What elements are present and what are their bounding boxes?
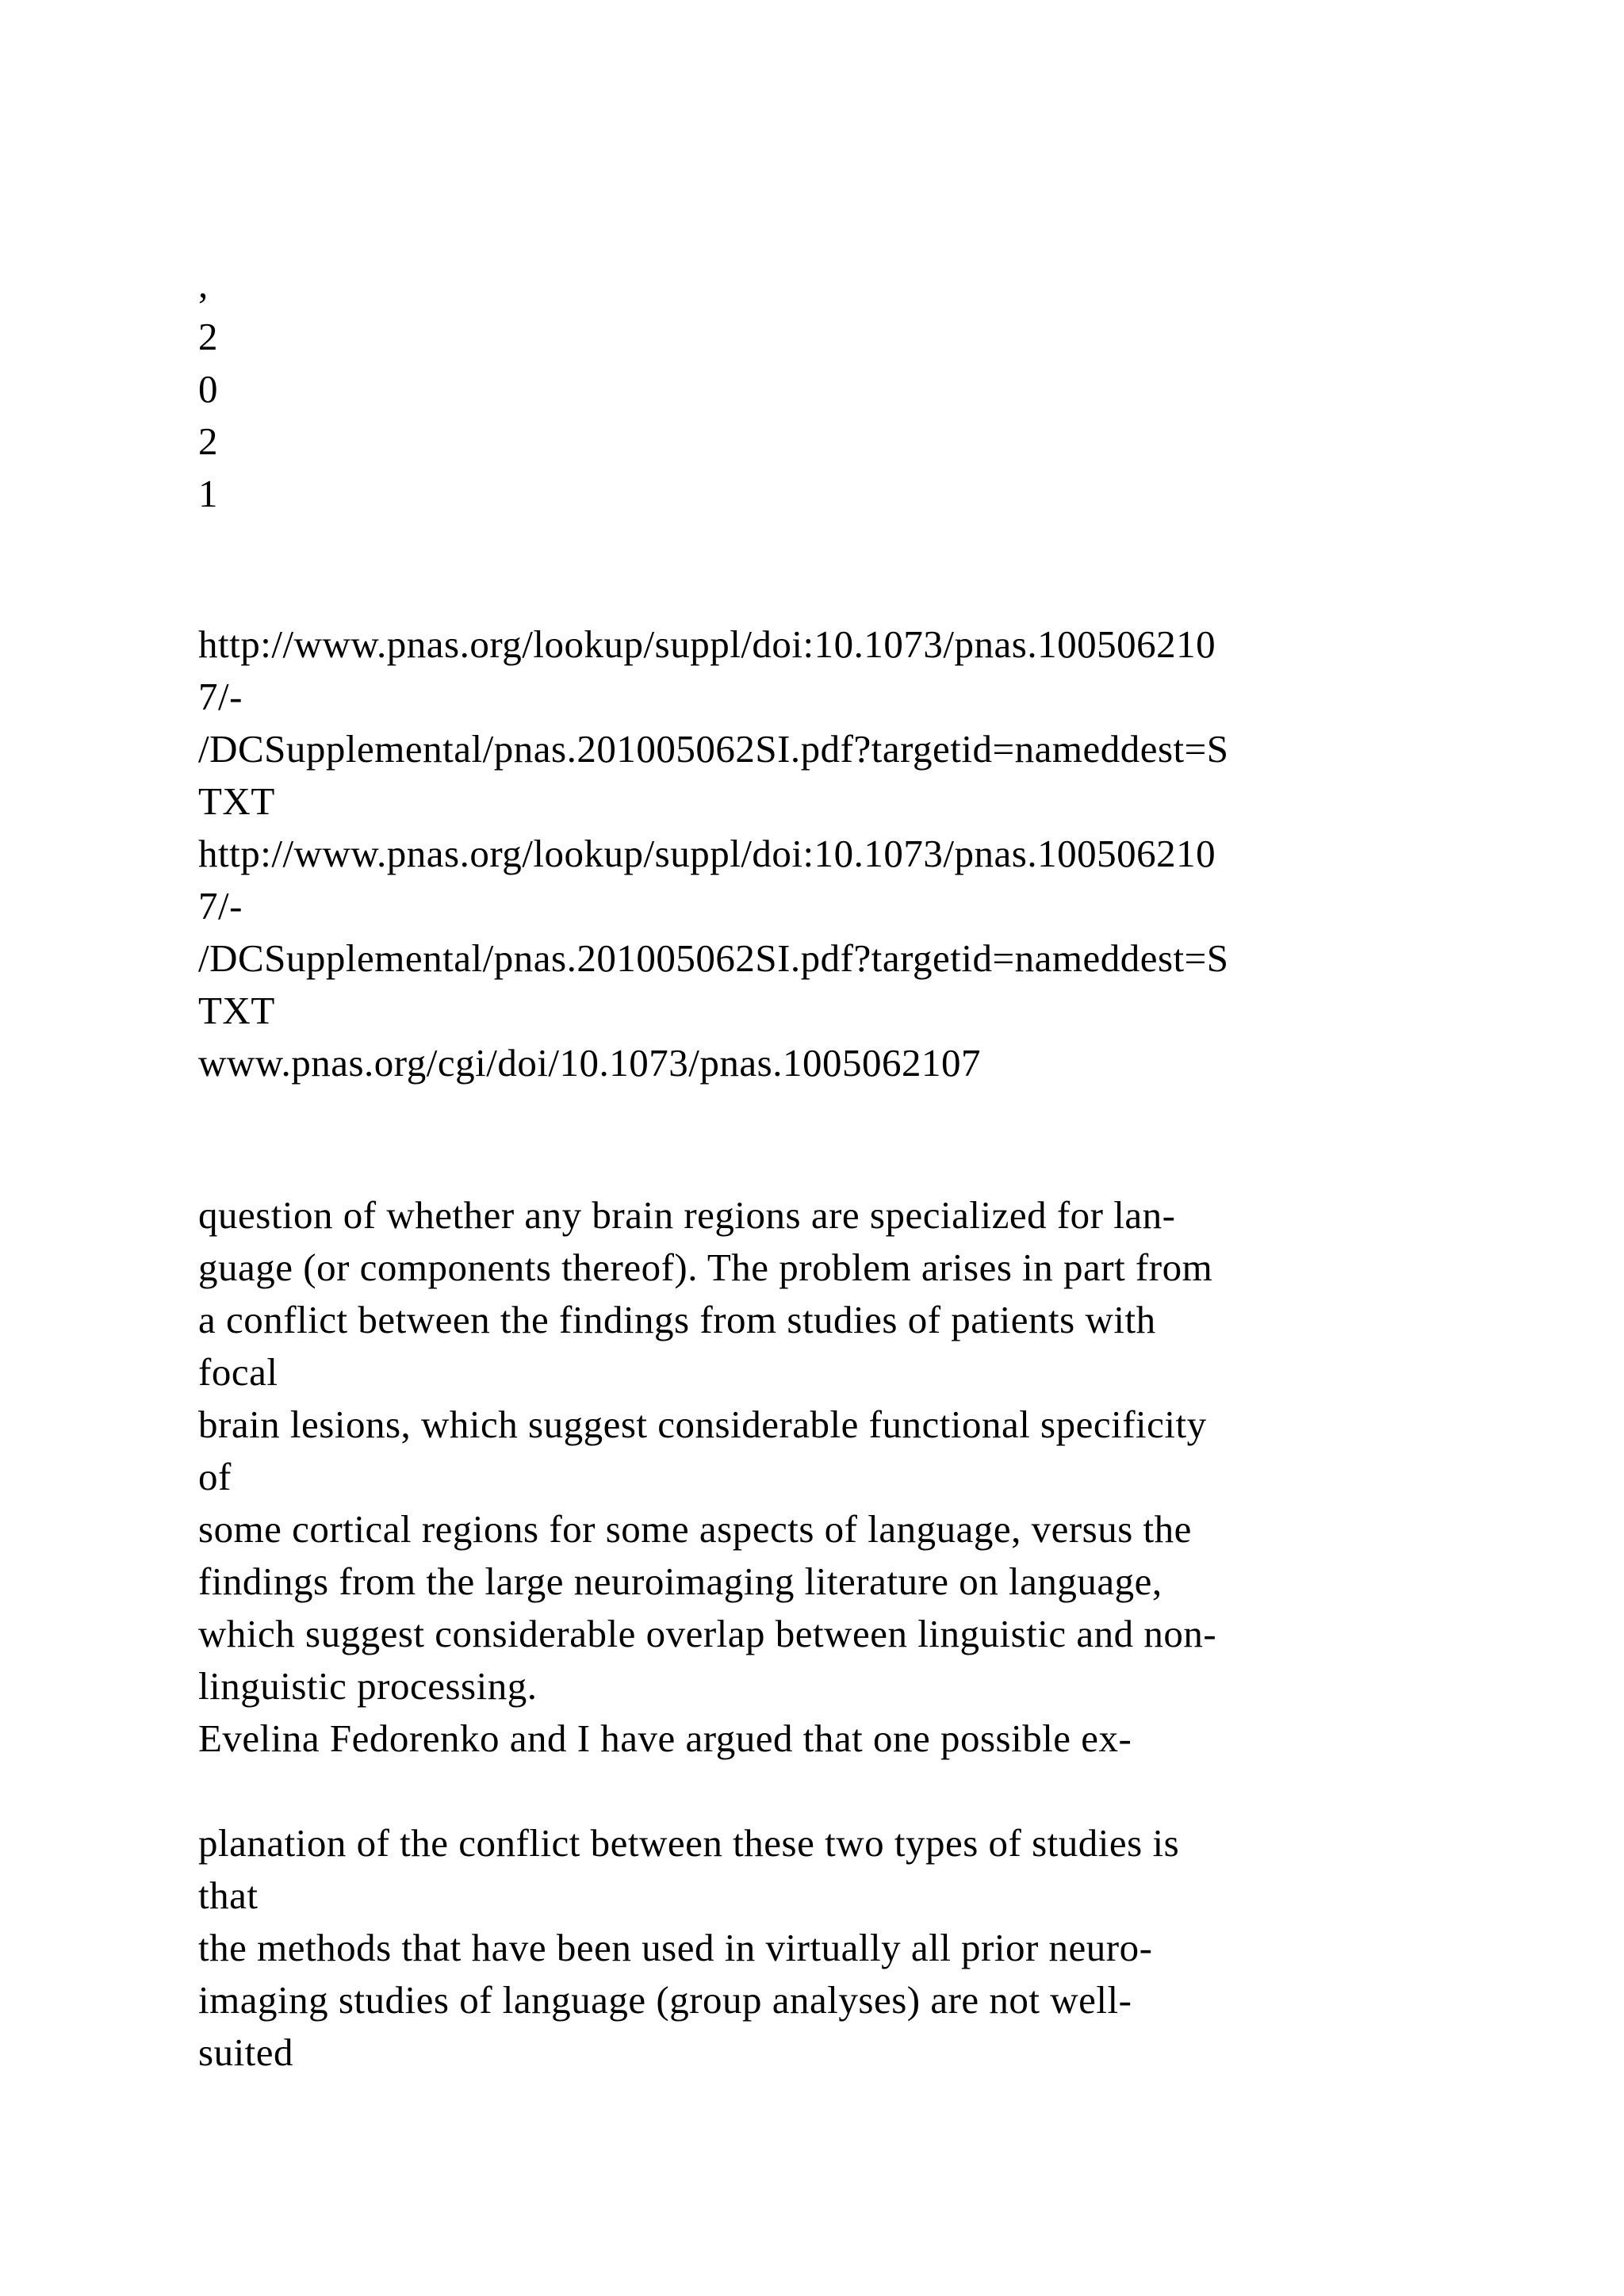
url-line: TXT [198, 989, 275, 1032]
url-line: http://www.pnas.org/lookup/suppl/doi:10.1073/pnas.100506210 [198, 832, 1216, 875]
body-line: that [198, 1873, 259, 1917]
body-line: question of whether any brain regions are specialized for lan- [198, 1193, 1176, 1237]
header-char: 2 [198, 315, 218, 358]
body-line: linguistic processing. [198, 1664, 538, 1708]
url-line: 7/- [198, 675, 243, 718]
header-char: 0 [198, 367, 218, 411]
url-line: 7/- [198, 884, 243, 928]
header-char: , [198, 262, 209, 306]
body-line: Evelina Fedorenko and I have argued that one possible ex- [198, 1716, 1132, 1760]
url-line: www.pnas.org/cgi/doi/10.1073/pnas.1005062107 [198, 1041, 981, 1085]
body-line: some cortical regions for some aspects of language, versus the [198, 1507, 1192, 1551]
body-line: a conflict between the findings from studies of patients with [198, 1298, 1156, 1341]
body-line: focal [198, 1350, 278, 1394]
body-line: planation of the conflict between these two types of studies is [198, 1821, 1180, 1865]
header-char: 2 [198, 419, 218, 463]
body-line: suited [198, 2030, 294, 2074]
url-line: /DCSupplemental/pnas.201005062SI.pdf?targetid=nameddest=S [198, 936, 1229, 980]
body-line: of [198, 1455, 232, 1498]
url-line: /DCSupplemental/pnas.201005062SI.pdf?targetid=nameddest=S [198, 727, 1229, 771]
body-line: imaging studies of language (group analyses) are not well- [198, 1978, 1132, 2022]
body-line: which suggest considerable overlap between linguistic and non- [198, 1612, 1217, 1655]
body-line: guage (or components thereof). The problem arises in part from [198, 1246, 1213, 1289]
url-line: TXT [198, 779, 275, 823]
body-line: findings from the large neuroimaging literature on language, [198, 1559, 1162, 1603]
url-line: http://www.pnas.org/lookup/suppl/doi:10.1073/pnas.100506210 [198, 622, 1216, 666]
header-char: 1 [198, 472, 218, 515]
body-line: brain lesions, which suggest considerable functional specificity [198, 1402, 1207, 1446]
body-line: the methods that have been used in virtually all prior neuro- [198, 1926, 1153, 1969]
